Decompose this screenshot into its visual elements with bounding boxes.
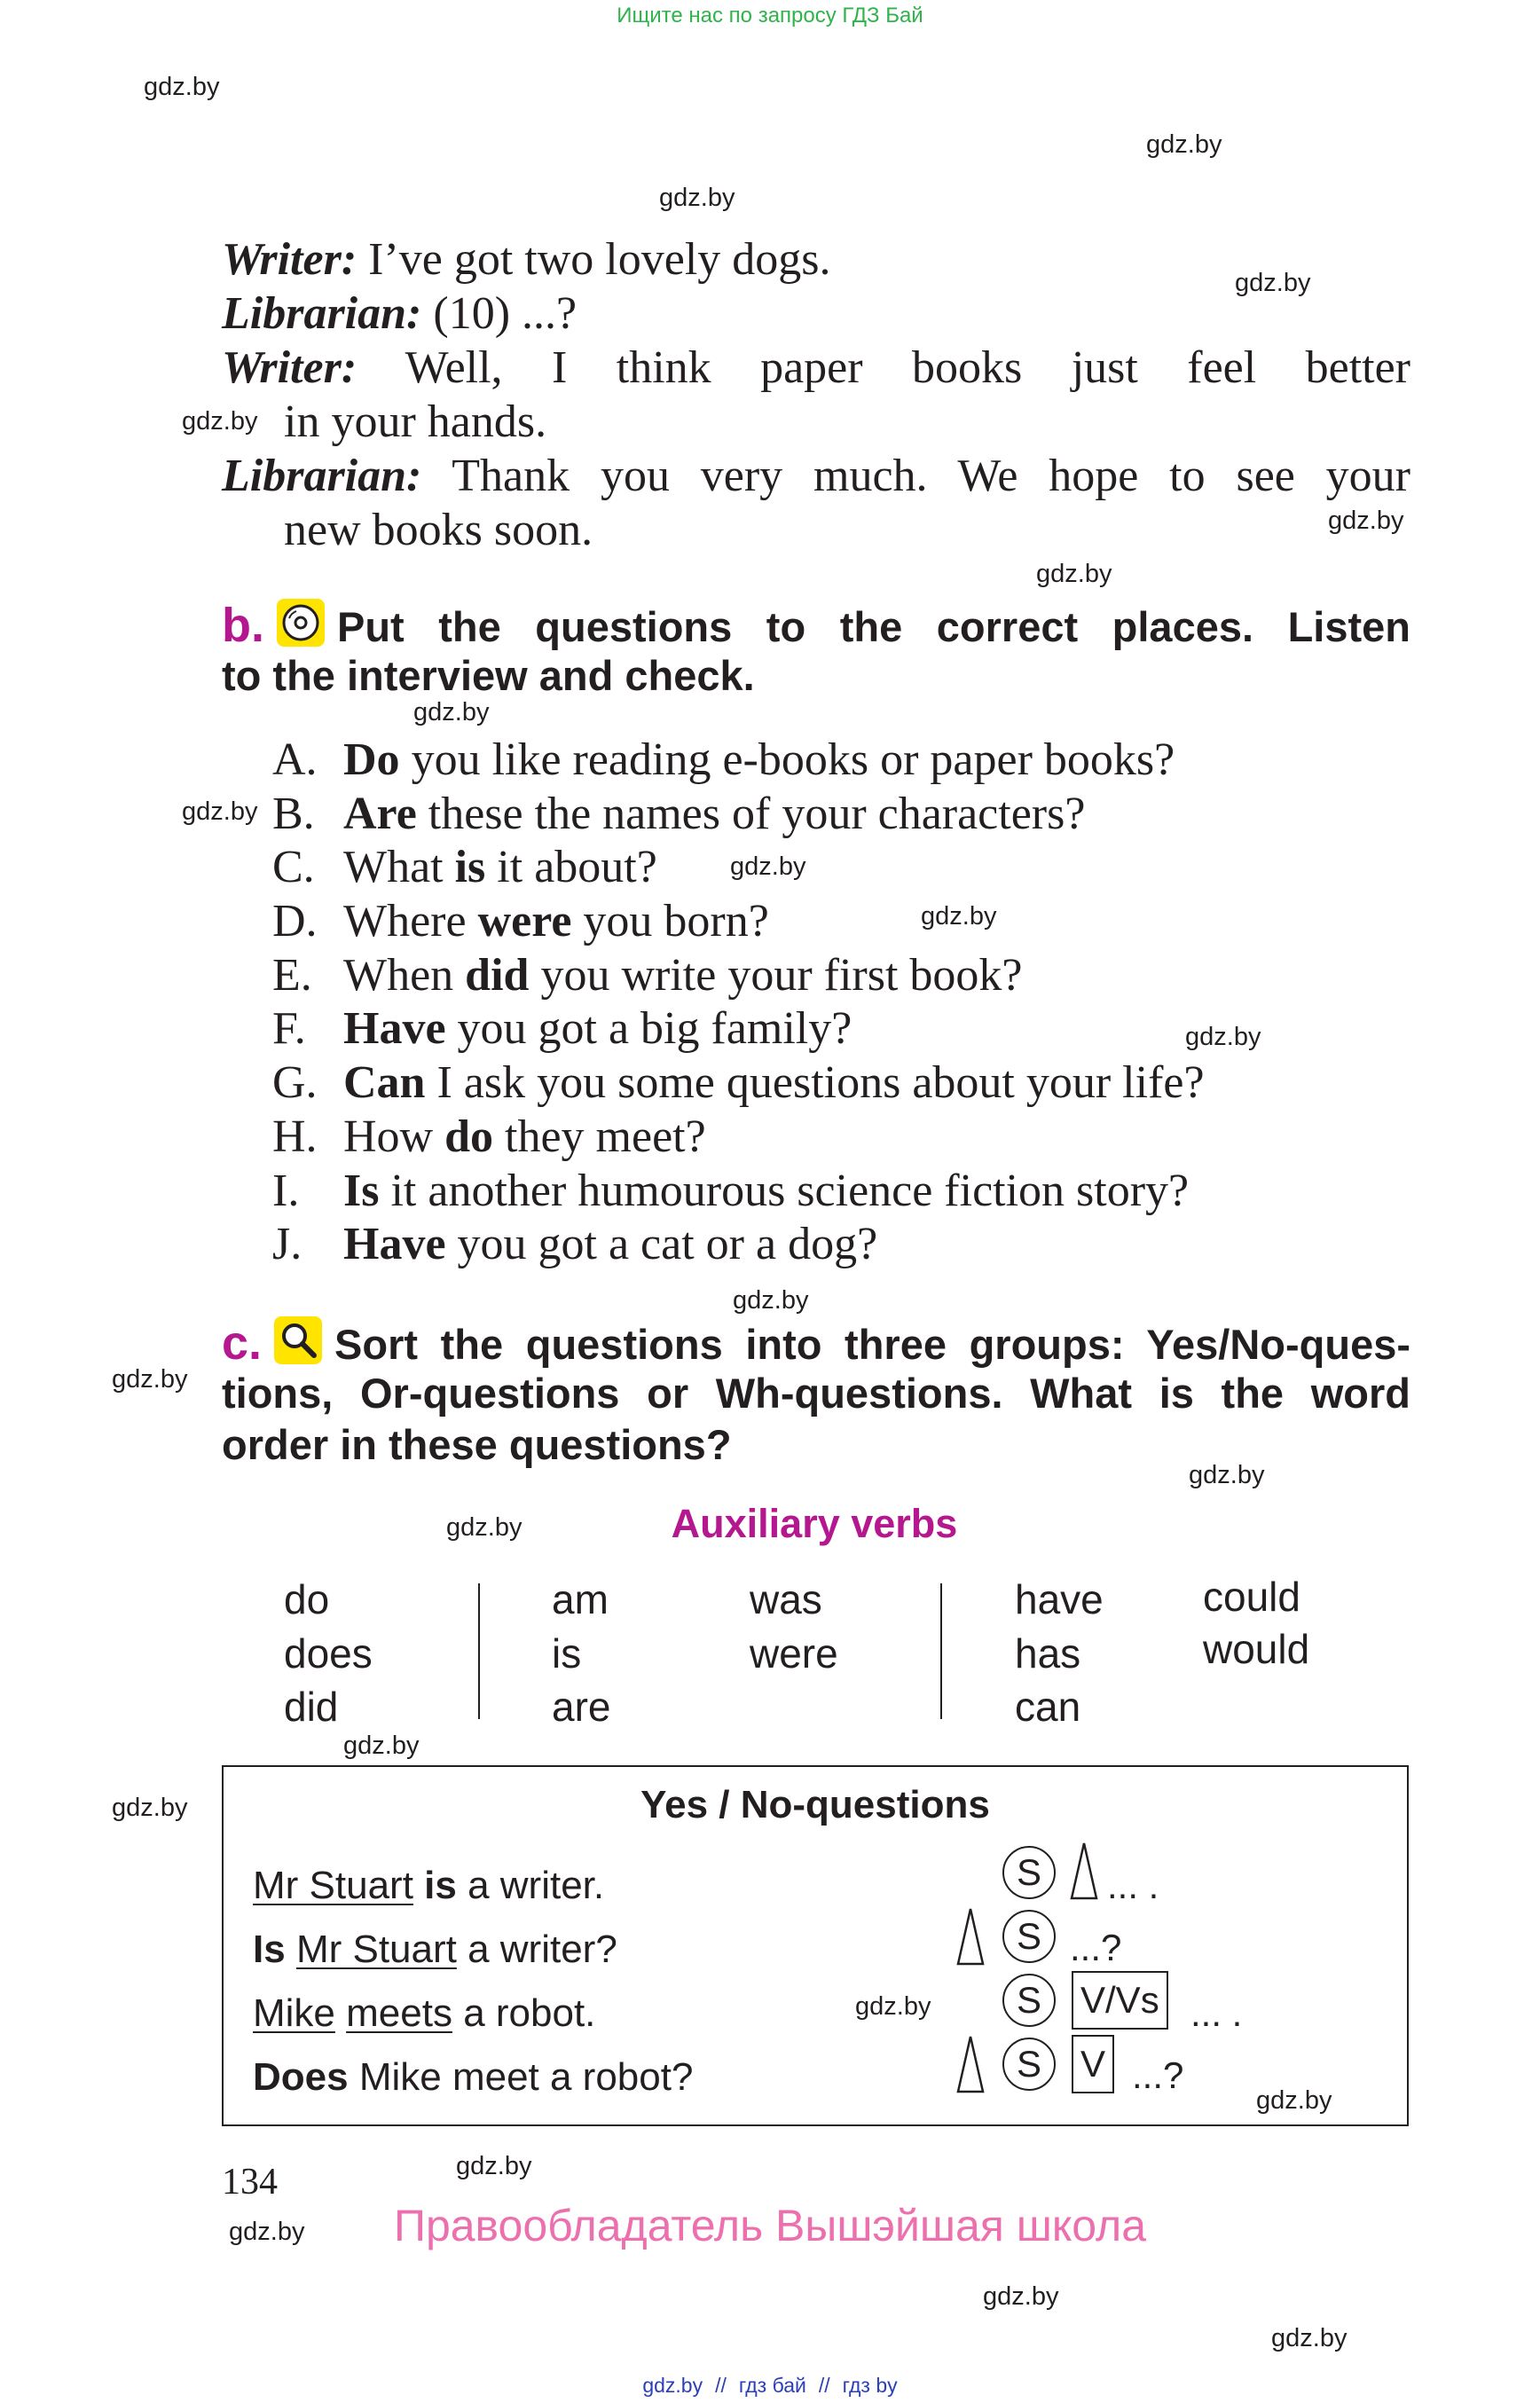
watermark: gdz.by [1189, 1461, 1265, 1489]
box-title: Yes / No-questions [640, 1783, 990, 1826]
verb: are [552, 1684, 611, 1730]
verb: did [284, 1684, 339, 1730]
question-item [272, 1218, 1205, 1272]
watermark: gdz.by [659, 184, 735, 212]
verb: were [750, 1629, 838, 1677]
question-aux: Have [343, 1003, 446, 1055]
question-letter: F. [272, 1003, 306, 1055]
subject: Mr Stuart [295, 1928, 457, 1971]
task-instruction: Put the questions to the correct places. Listen [337, 603, 1410, 650]
task-instruction: order in these questions? [222, 1421, 732, 1468]
watermark: gdz.by [413, 698, 490, 726]
question-aux: is [454, 842, 486, 893]
subject-circle: S [1002, 1910, 1056, 1963]
dialogue-text: I’ve got two lovely dogs. [368, 234, 831, 285]
footer-separator: // [818, 2374, 830, 2397]
question-aux: did [465, 949, 530, 1001]
verb: meets [346, 1991, 452, 2035]
subject: Mr Stuart [253, 1864, 413, 1907]
watermark: gdz.by [1256, 2086, 1332, 2115]
example-sentence [253, 1854, 604, 1918]
dialogue-text: (10) ...? [433, 288, 578, 339]
question-aux: were [477, 896, 572, 947]
subject: Mike [253, 1991, 335, 2035]
watermark: gdz.by [446, 1513, 522, 1542]
watermark: gdz.by [1185, 1023, 1261, 1051]
watermark: gdz.by [1235, 269, 1311, 297]
speaker-label: Librarian: [222, 288, 422, 339]
scheme-ellipsis: ...? [1132, 2054, 1184, 2096]
question-item [272, 1165, 1205, 1219]
auxiliary-verbs-title: Auxiliary verbs [671, 1501, 958, 1546]
question-text: How [343, 1111, 445, 1162]
verb: has [1015, 1629, 1081, 1677]
verb: does [284, 1629, 373, 1677]
watermark: gdz.by [1146, 130, 1222, 159]
question-item [272, 841, 1205, 895]
watermark: gdz.by [921, 902, 997, 931]
question-text: you born? [571, 896, 769, 947]
watermark: gdz.by [1328, 507, 1404, 535]
question-aux: Have [343, 1219, 446, 1270]
aux-verb: Is [253, 1928, 286, 1971]
watermark: gdz.by [229, 2218, 305, 2246]
verb-column [552, 1573, 610, 1734]
dialogue-text: Well, I think paper books just feel better [405, 342, 1410, 393]
question-text: What [343, 842, 455, 893]
scheme-ellipsis: ... . [1107, 1865, 1159, 1906]
audio-disc-icon [277, 599, 325, 647]
page-number: 134 [222, 2162, 278, 2203]
aux-triangle-icon [1070, 1842, 1098, 1900]
question-aux: Are [343, 788, 417, 839]
verb: was [750, 1576, 822, 1622]
sentence-rest: a writer. [456, 1864, 605, 1907]
question-item [272, 949, 1205, 1003]
watermark: gdz.by [456, 2152, 532, 2180]
question-text: they meet? [493, 1111, 706, 1162]
question-text: I ask you some questions about your life? [425, 1057, 1205, 1109]
watermark: gdz.by [112, 1794, 188, 1822]
verb: would [1203, 1626, 1310, 1672]
scheme-ellipsis: ...? [1070, 1927, 1122, 1968]
verb: do [284, 1576, 330, 1622]
sentence-rest: Mike meet a robot? [348, 2055, 694, 2099]
copyright-holder: Правообладатель Вышэйшая школа [394, 2201, 1146, 2250]
watermark: gdz.by [144, 73, 220, 101]
question-item [272, 1056, 1205, 1111]
subject-circle: S [1002, 1974, 1056, 2027]
verb-column [284, 1573, 373, 1734]
question-item [272, 788, 1205, 842]
sentence-rest: a writer? [456, 1928, 617, 1971]
aux-triangle-icon [956, 1907, 985, 1966]
dialogue-line [222, 449, 1410, 503]
question-text: Where [343, 896, 478, 947]
footer-links [0, 2374, 1540, 2398]
verb: can [1015, 1684, 1081, 1730]
watermark: gdz.by [855, 1992, 931, 2021]
verb: am [552, 1576, 609, 1622]
dialogue-line [222, 395, 1410, 449]
subject-circle: S [1002, 2038, 1056, 2091]
question-text: you like reading e-books or paper books? [399, 734, 1175, 785]
question-item [272, 1111, 1205, 1165]
question-item [272, 895, 1205, 949]
task-c-header-line2 [222, 1368, 1410, 1419]
verb-box: V/Vs [1072, 1971, 1168, 2030]
dialogue-line [222, 503, 1410, 557]
question-letter: B. [272, 788, 315, 839]
question-item [272, 1002, 1205, 1056]
question-text: When [343, 949, 466, 1001]
question-text: you got a big family? [445, 1003, 852, 1055]
dialogue-line [222, 232, 1410, 287]
task-instruction: to the interview and check. [222, 652, 755, 699]
verb-column [1015, 1573, 1104, 1734]
task-b-header [222, 599, 1410, 653]
question-letter: D. [272, 896, 318, 947]
column-divider [940, 1583, 942, 1719]
verb: have [1015, 1576, 1104, 1622]
question-text: it another humourous science fiction story? [379, 1165, 1190, 1216]
speaker-label: Writer: [222, 234, 358, 285]
task-c-header-line3 [222, 1419, 1410, 1471]
question-aux: Do [343, 734, 400, 785]
verb-column [1203, 1571, 1309, 1676]
question-letter: H. [272, 1111, 318, 1162]
question-letter: I. [272, 1165, 300, 1216]
watermark: gdz.by [1271, 2324, 1348, 2352]
example-sentence [253, 1982, 595, 2046]
verb-box: V [1072, 2035, 1114, 2093]
watermark: gdz.by [730, 852, 806, 881]
watermark: gdz.by [983, 2282, 1059, 2311]
verb: could [1203, 1574, 1300, 1620]
question-letter: G. [272, 1057, 318, 1109]
question-text: it about? [485, 842, 657, 893]
scheme-ellipsis: ... . [1190, 1992, 1243, 2034]
question-list [272, 734, 1205, 1272]
task-letter: c. [222, 1316, 263, 1370]
watermark: gdz.by [182, 407, 258, 436]
footer-link[interactable]: гдз by [842, 2374, 898, 2397]
footer-link[interactable]: гдз бай [738, 2374, 806, 2397]
question-text: you got a cat or a dog? [445, 1219, 878, 1270]
task-b-header-line2 [222, 650, 1410, 702]
question-letter: E. [272, 949, 312, 1001]
sentence-rest: a robot. [452, 1991, 596, 2035]
watermark: gdz.by [112, 1365, 188, 1394]
magnifier-icon [274, 1316, 322, 1364]
example-sentence [253, 1918, 617, 1982]
task-c-header [222, 1316, 1410, 1370]
question-text: these the names of your characters? [416, 788, 1086, 839]
watermark: gdz.by [182, 797, 258, 826]
question-aux: Is [343, 1165, 380, 1216]
speaker-label: Writer: [222, 342, 358, 393]
question-letter: J. [272, 1219, 302, 1270]
dialogue-line [222, 287, 1410, 341]
verb-column [750, 1573, 838, 1680]
subject-circle: S [1002, 1846, 1056, 1899]
question-letter: A. [272, 734, 318, 785]
watermark: gdz.by [733, 1286, 809, 1315]
footer-link[interactable]: gdz.by [642, 2374, 703, 2397]
question-aux: do [444, 1111, 494, 1162]
aux-triangle-icon [956, 2035, 985, 2093]
example-sentence [253, 2046, 693, 2109]
verb: is [552, 1629, 582, 1677]
question-aux: Can [343, 1057, 426, 1109]
task-letter: b. [222, 599, 264, 652]
question-item [272, 734, 1205, 788]
question-text: you write your first book? [529, 949, 1023, 1001]
speaker-label: Librarian: [222, 451, 422, 501]
footer-separator: // [715, 2374, 727, 2397]
aux-verb: is [424, 1864, 457, 1907]
watermark: gdz.by [1036, 560, 1112, 588]
task-instruction: tions, Or-questions or Wh-questions. What is the word [222, 1370, 1410, 1417]
dialogue-line [222, 341, 1410, 395]
dialogue-continuation: new books soon. [284, 505, 593, 555]
dialogue-continuation: in your hands. [284, 397, 547, 447]
top-banner[interactable]: Ищите нас по запросу ГДЗ Бай [617, 4, 923, 27]
column-divider [478, 1583, 480, 1719]
dialogue-text: Thank you very much. We hope to see your [452, 451, 1410, 501]
task-instruction: Sort the questions into three groups: Yes/No-ques- [334, 1321, 1410, 1368]
watermark: gdz.by [343, 1732, 420, 1760]
aux-verb: Does [253, 2055, 349, 2099]
question-letter: C. [272, 842, 315, 893]
